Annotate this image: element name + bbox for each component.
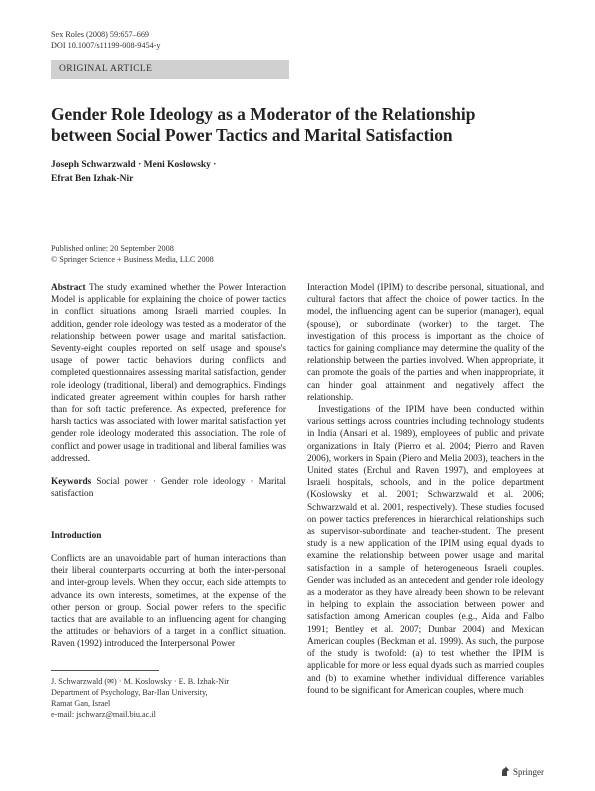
title-line-2: between Social Power Tactics and Marital Satisfaction	[51, 125, 453, 145]
author-list	[51, 158, 216, 186]
abstract	[51, 282, 286, 465]
journal-header	[51, 29, 160, 51]
footnote-department: Department of Psychology, Bar-Ilan University,	[51, 688, 208, 697]
author-footnote	[51, 676, 229, 720]
introduction-body	[51, 553, 286, 651]
article-title	[51, 104, 551, 146]
article-type-label: ORIGINAL ARTICLE	[59, 64, 153, 74]
introduction-heading: Introduction	[51, 531, 102, 541]
article-type-banner	[51, 60, 289, 79]
springer-horse-icon	[500, 766, 510, 777]
authors-line-2: Efrat Ben Izhak-Nir	[51, 174, 134, 184]
springer-logo	[500, 766, 544, 777]
keywords-label: Keywords	[51, 477, 92, 488]
footnote-names: J. Schwarzwald (✉) · M. Koslowsky · E. B. Izhak-Nir	[51, 677, 230, 686]
footnote-rule	[51, 670, 159, 671]
authors-line-1: Joseph Schwarzwald · Meni Koslowsky ·	[51, 160, 217, 170]
left-column	[51, 282, 286, 500]
journal-citation: Sex Roles (2008) 59:657–669	[51, 30, 150, 39]
footnote-city: Ramat Gan, Israel	[51, 699, 111, 708]
doi: DOI 10.1007/s11199-008-9454-y	[51, 41, 161, 50]
keywords	[51, 476, 286, 500]
right-paragraph-2: Investigations of the IPIM have been conducted within various settings across countries including technology students in India (Ansari et al. 1989), employees of public and private organizations in Italy (Pierro et al. 2004; Pierro and Raven 2006), workers in Spain (Piero and Melia 2003), teachers in the United states (Erchul and Raven 1997), and employees at Israeli hospitals, schools, and in the police department (Koslowsky et al. 2001; Schwarzwald et al. 2006; Schwarzwald et al. 2001, respectively). These studies focused on power tactics preferences in hierarchical relationships such as supervisor-subordinate and teacher-student. The present study is a new application of the IPIM using equal dyads to examine the relationship between power usage and marital satisfaction in a sample of heterogeneous Israeli couples. Gender was included as an antecedent and gender role ideology as a moderator as they have already been shown to be relevant in helping to explain the association between power and satisfaction among American couples (e.g., Aida and Falbo 1991; Bentley et al. 2007; Dunbar 2004) and Mexican American couples (Beckman et al. 1999). As such, the purpose of the study is twofold: (a) to test whether the IPIM is applicable for more or less equal dyads such as married couples and (b) to examine whether individual difference variables found to be significant for American couples, where much	[307, 405, 544, 696]
title-line-1: Gender Role Ideology as a Moderator of the Relationship	[51, 104, 476, 124]
abstract-label: Abstract	[51, 283, 86, 293]
copyright: © Springer Science + Business Media, LLC 2008	[51, 255, 214, 264]
publication-info	[51, 243, 214, 265]
introduction-paragraph-1: Conflicts are an unavoidable part of human interactions than their liberal counterparts occurring at both the inter-personal and inter-group levels. When they occur, each side attempts to advance its own interests, sometimes, at the expense of the other person or group. Social power refers to the specific tactics that are available to an influencing agent for changing the attitudes or behaviors of a target in a conflict situation. Raven (1992) introduced the Interpersonal Power	[51, 554, 286, 650]
springer-logo-text: Springer	[513, 766, 544, 777]
right-paragraph-1: Interaction Model (IPIM) to describe personal, situational, and cultural factors that affect the choice of power tactics. In the model, the influencing agent can be superior (manager), equal (spouse), or subordinate (worker) to the target. The investigation of this process is important as the choice of tactics for gaining compliance may determine the quality of the relationship between the parties involved. When appropriate, it can promote the goals of the parties and when inappropriate, it can hinder goal attainment and negatively affect the relationship.	[307, 283, 544, 403]
footnote-email: e-mail: jschwarz@mail.biu.ac.il	[51, 710, 156, 719]
right-column	[307, 282, 544, 697]
keywords-text: Social power · Gender role ideology · Marital satisfaction	[51, 477, 286, 500]
abstract-text: The study examined whether the Power Interaction Model is applicable for explaining the choice of power tactics in conflict situations among Israeli married couples. In addition, gender role ideology was tested as a moderator of the relationship between power usage and marital satisfaction. Seventy-eight couples reported on self usage and spouse's usage of power tactic behaviors during conflicts and completed questionnaires assessing marital satisfaction, gender role ideology (traditional, liberal) and demographics. Findings indicated greater agreement within couples for harsh rather than for soft tactic preference. As expected, preference for harsh tactics was associated with lower marital satisfaction yet gender role ideology moderated this association. The role of conflict and power usage in traditional and liberal families was addressed.	[51, 283, 287, 464]
published-date: Published online: 20 September 2008	[51, 244, 174, 253]
